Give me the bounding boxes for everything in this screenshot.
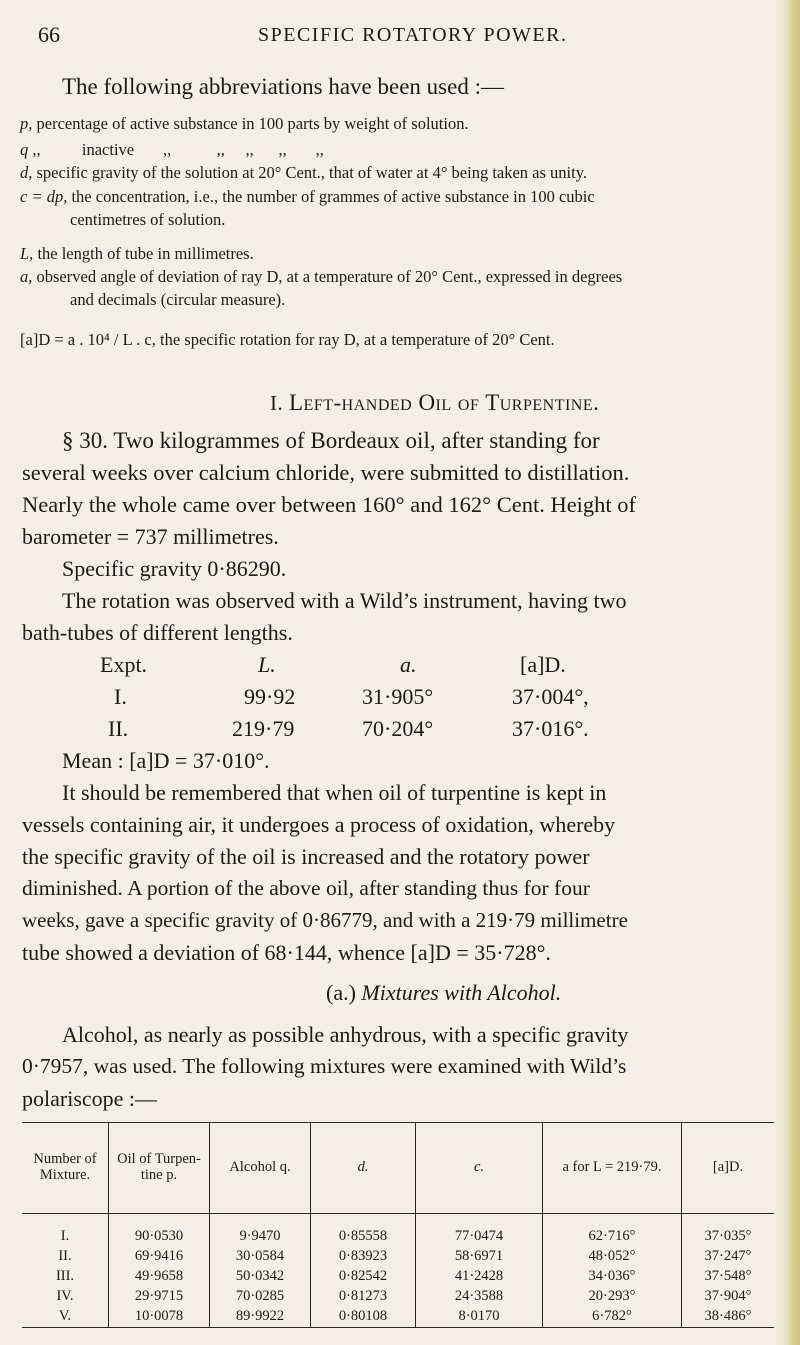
table-body-row xyxy=(22,1214,774,1328)
para3-line3: polariscope :— xyxy=(22,1086,158,1111)
para1-line6: The rotation was observed with a Wild’s instrument, having two xyxy=(62,588,627,613)
col-header-a: a for L = 219·79. xyxy=(543,1123,682,1214)
abbr-text: the length of tube in millimetres. xyxy=(37,244,254,263)
table-cell: II. xyxy=(58,1248,72,1264)
table-cell: 29·9715 xyxy=(134,1288,184,1304)
table-cell: 37·035° xyxy=(704,1228,752,1244)
col-a xyxy=(543,1214,682,1328)
col-header-rotation: [a]D. xyxy=(682,1123,775,1214)
col-c xyxy=(416,1214,543,1328)
abbr-L xyxy=(20,244,254,264)
col-rotation xyxy=(682,1214,775,1328)
para1-line1: § 30. Two kilogrammes of Bordeaux oil, after standing for xyxy=(62,428,600,453)
abbr-p xyxy=(20,114,469,134)
table-cell: 37·548° xyxy=(704,1268,752,1284)
abbr-symbol: c = dp, xyxy=(20,187,68,206)
para2-line1: It should be remembered that when oil of turpentine is kept in xyxy=(62,780,607,805)
table-cell: 24·3588 xyxy=(454,1288,504,1304)
col-d xyxy=(311,1214,416,1328)
subsection-heading xyxy=(326,980,561,1006)
subsection-title: Mixtures with Alcohol. xyxy=(361,980,562,1005)
table-cell: 34·036° xyxy=(588,1268,636,1284)
mean-line: Mean : [a]D = 37·010°. xyxy=(62,748,270,773)
col-header-alcohol: Alcohol q. xyxy=(210,1123,311,1214)
abbr-text: ,, inactive ,, ,, ,, ,, ,, xyxy=(32,140,324,159)
col-alcohol xyxy=(210,1214,311,1328)
para1-line4: barometer = 737 millimetres. xyxy=(22,524,279,549)
abbr-symbol: [a]D xyxy=(20,330,51,349)
page-number: 66 xyxy=(38,22,60,47)
abbr-c-cont xyxy=(70,210,225,230)
table-cell: 9·9470 xyxy=(239,1228,281,1244)
expt-row2-L: 219·79 xyxy=(232,716,295,741)
table-cell: 0·82542 xyxy=(338,1268,388,1284)
para2-line6: tube showed a deviation of 68·144, whence [a]D = 35·728°. xyxy=(22,940,551,965)
abbr-text: observed angle of deviation of ray D, at a temperature of 20° Cent., expressed in degrees xyxy=(36,267,623,286)
table-cell: 0·83923 xyxy=(338,1248,388,1264)
table-cell: 30·0584 xyxy=(235,1248,285,1264)
abbr-text: percentage of active substance in 100 parts by weight of solution. xyxy=(36,114,469,133)
abbr-q xyxy=(20,140,324,160)
abbr-symbol: a, xyxy=(20,267,33,286)
col-oil xyxy=(109,1214,210,1328)
running-head: SPECIFIC ROTATORY POWER. xyxy=(258,24,568,46)
table-cell: V. xyxy=(58,1308,72,1324)
table-cell: IV. xyxy=(56,1288,74,1304)
abbr-symbol: q xyxy=(20,140,29,159)
table-cell: 0·81273 xyxy=(338,1288,388,1304)
para1-line2: several weeks over calcium chloride, were submitted to distillation. xyxy=(22,460,630,485)
para1-line7: bath-tubes of different lengths. xyxy=(22,620,293,645)
abbr-c xyxy=(20,187,595,207)
para3-line2: 0·7957, was used. The following mixtures were examined with Wild’s xyxy=(22,1054,627,1078)
expt-row2-a: 70·204° xyxy=(362,716,434,741)
table-cell: 37·247° xyxy=(704,1248,752,1264)
col-header-oil: Oil of Turpen- tine p. xyxy=(109,1123,210,1214)
expt-row1-a: 31·905° xyxy=(362,684,434,709)
table-cell: 20·293° xyxy=(588,1288,636,1304)
expt-row2-expt: II. xyxy=(108,716,129,741)
expt-row1-rot: 37·004°, xyxy=(512,684,589,709)
table-cell: 10·0078 xyxy=(134,1308,184,1324)
table-cell: I. xyxy=(60,1228,70,1244)
subsection-label: (a.) xyxy=(326,980,356,1005)
table-cell: 8·0170 xyxy=(458,1308,500,1324)
table-cell: 89·9922 xyxy=(235,1308,285,1324)
section-heading xyxy=(270,390,599,416)
expt-header-L: L. xyxy=(258,652,276,677)
abbr-specific-rotation xyxy=(20,330,555,350)
table-cell: 69·9416 xyxy=(134,1248,184,1264)
col-header-number: Number of Mixture. xyxy=(22,1123,109,1214)
table-cell: 37·904° xyxy=(704,1288,752,1304)
table-cell: 58·6971 xyxy=(454,1248,504,1264)
table-cell: 90·0530 xyxy=(134,1228,184,1244)
table-cell: 41·2428 xyxy=(454,1268,504,1284)
para2-line2: vessels containing air, it undergoes a process of oxidation, whereby xyxy=(22,812,616,837)
abbr-symbol: d, xyxy=(20,163,33,182)
abbr-symbol: L, xyxy=(20,244,34,263)
abbr-text: = a . 10⁴ / L . c, the specific rotation for ray D, at a temperature of 20° Cent. xyxy=(54,330,555,349)
table-cell: 70·0285 xyxy=(235,1288,285,1304)
table-cell: 62·716° xyxy=(588,1228,636,1244)
mixtures-table xyxy=(22,1122,774,1328)
abbr-a xyxy=(20,267,622,287)
table-cell: 49·9658 xyxy=(134,1268,184,1284)
table-cell: 6·782° xyxy=(592,1308,632,1324)
table-cell: 0·80108 xyxy=(338,1308,388,1324)
expt-header-a: a. xyxy=(400,652,417,677)
col-header-c: c. xyxy=(416,1123,543,1214)
para2-line3: the specific gravity of the oil is increased and the rotatory power xyxy=(22,844,590,869)
abbr-a-cont xyxy=(70,290,285,310)
para1-line3: Nearly the whole came over between 160° and 162° Cent. Height of xyxy=(22,492,637,517)
para1-line5: Specific gravity 0·86290. xyxy=(62,556,287,581)
abbr-d xyxy=(20,163,587,183)
expt-header-expt: Expt. xyxy=(100,652,148,677)
abbr-text: the concentration, i.e., the number of grammes of active substance in 100 cubic xyxy=(71,187,595,206)
expt-row1-expt: I. xyxy=(114,684,127,709)
para3-line1: Alcohol, as nearly as possible anhydrous, with a specific gravity xyxy=(62,1022,629,1047)
table-cell: 48·052° xyxy=(588,1248,636,1264)
table-cell: 0·85558 xyxy=(338,1228,388,1244)
expt-row2-rot: 37·016°. xyxy=(512,716,589,741)
intro-line: The following abbreviations have been used :— xyxy=(62,74,504,99)
abbr-text: and decimals (circular measure). xyxy=(70,290,286,309)
col-header-d: d. xyxy=(311,1123,416,1214)
para2-line4: diminished. A portion of the above oil, after standing thus for four xyxy=(22,876,590,900)
table-cell: 77·0474 xyxy=(454,1228,504,1244)
table-header-row xyxy=(22,1123,774,1214)
page-edge-shading xyxy=(774,0,800,1345)
abbr-symbol: p, xyxy=(20,114,33,133)
table-cell: 38·486° xyxy=(704,1308,752,1324)
col-number xyxy=(22,1214,109,1328)
section-number: I. xyxy=(270,391,284,415)
table-cell: III. xyxy=(55,1268,75,1284)
abbr-text: specific gravity of the solution at 20° Cent., that of water at 4° being taken as unity. xyxy=(36,163,588,182)
expt-row1-L: 99·92 xyxy=(244,684,296,709)
section-title: Left-handed Oil of Turpentine. xyxy=(289,390,600,415)
table-cell: 50·0342 xyxy=(235,1268,285,1284)
abbr-text: centimetres of solution. xyxy=(70,210,226,229)
para2-line5: weeks, gave a specific gravity of 0·86779, and with a 219·79 millimetre xyxy=(22,908,628,932)
expt-header-rot: [a]D. xyxy=(520,652,566,677)
